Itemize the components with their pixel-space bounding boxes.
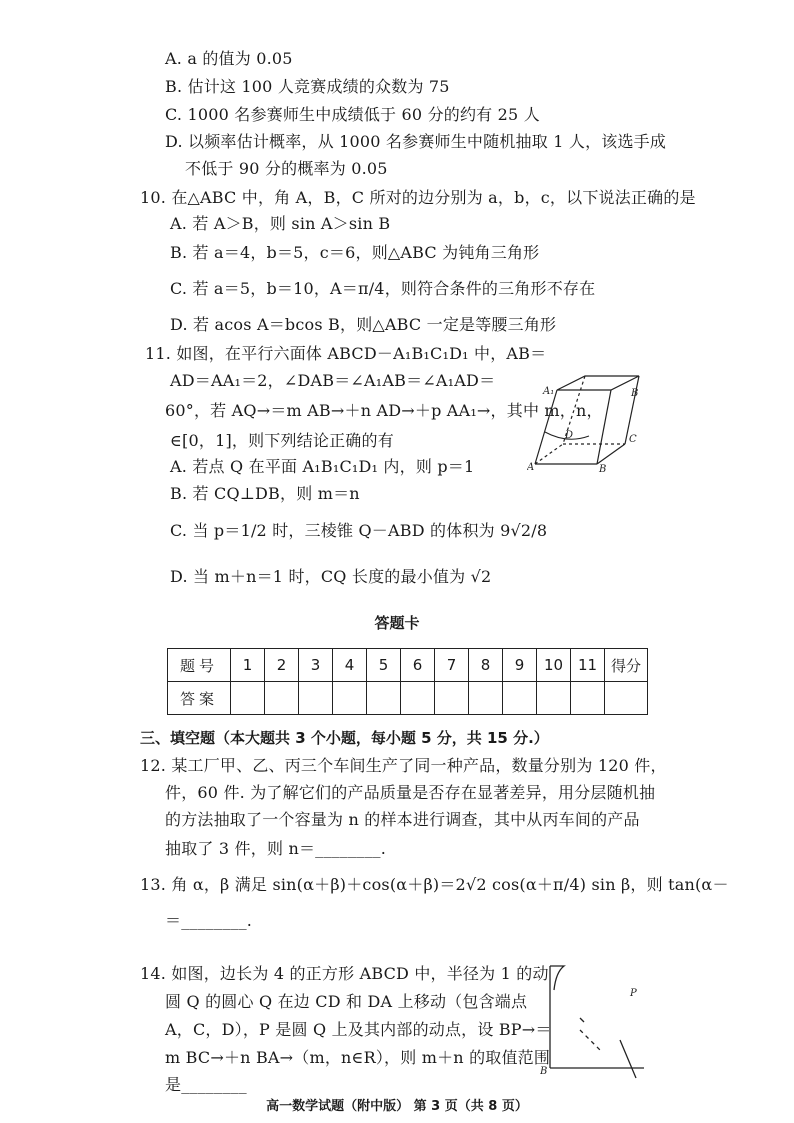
answer-card-answer-row [168,682,648,715]
q11-option-c: C. 当 p＝1/2 时，三棱锥 Q－ABD 的体积为 9√2/8 [170,521,548,540]
question-number-11: 11 [571,649,605,682]
answer-cell[interactable] [333,682,367,715]
answer-card-number-row [168,649,648,682]
answer-cell[interactable] [537,682,571,715]
q9-option-a: A. a 的值为 0.05 [165,49,293,68]
figure-label-a: A [527,462,535,472]
q13-line-1: 13. 角 α，β 满足 sin(α＋β)＋cos(α＋β)＝2√2 cos(α＋π/4) sin β，则 tan(α－ [140,875,729,894]
q10-stem: 10. 在△ABC 中，角 A，B，C 所对的边分别为 a，b，c，以下说法正确的是 [140,188,696,207]
figure-label-p: P [630,988,637,999]
answer-card-table [167,648,648,715]
figure-label-a1: A₁ [543,386,555,397]
q12-line-1: 12. 某工厂甲、乙、丙三个车间生产了同一种产品，数量分别为 120 件， [140,756,667,775]
question-number-1: 1 [231,649,265,682]
q9-option-d-cont: 不低于 90 分的概率为 0.05 [185,159,388,178]
q14-line-4: m BC→＋n BA→（m，n∈R），则 m＋n 的取值范围 [165,1048,551,1067]
parallelepiped-figure [527,372,647,472]
question-number-7: 7 [435,649,469,682]
q10-option-d: D. 若 acos A＝bcos B，则△ABC 一定是等腰三角形 [170,315,557,334]
q10-option-b: B. 若 a＝4，b＝5，c＝6，则△ABC 为钝角三角形 [170,243,540,262]
answer-cell[interactable] [571,682,605,715]
question-number-9: 9 [503,649,537,682]
question-number-header: 题号 [168,649,231,682]
figure-label-b: B [599,464,607,472]
q12-line-4: 抽取了 3 件，则 n＝________. [165,839,387,858]
figure-label-b1: B [631,388,639,399]
answer-card-title: 答题卡 [374,614,420,632]
answer-cell[interactable] [367,682,401,715]
question-number-10: 10 [537,649,571,682]
q11-stem-1: 11. 如图，在平行六面体 ABCD－A₁B₁C₁D₁ 中，AB＝ [145,344,547,363]
question-number-2: 2 [265,649,299,682]
q10-option-c: C. 若 a＝5，b＝10，A＝π/4，则符合条件的三角形不存在 [170,279,596,298]
q12-line-2: 件，60 件. 为了解它们的产品质量是否存在显著差异，用分层随机抽 [165,783,656,802]
score-header: 得分 [605,649,648,682]
answer-header: 答案 [168,682,231,715]
answer-cell[interactable] [265,682,299,715]
q14-line-3: A，C，D），P 是圆 Q 上及其内部的动点，设 BP→＝ [165,1020,552,1039]
answer-cell[interactable] [469,682,503,715]
answer-cell[interactable] [401,682,435,715]
question-number-3: 3 [299,649,333,682]
question-number-5: 5 [367,649,401,682]
square-figure [540,960,644,1080]
answer-cell[interactable] [299,682,333,715]
q11-stem-2: AD＝AA₁＝2，∠DAB＝∠A₁AB＝∠A₁AD＝ [170,371,496,390]
q11-option-a: A. 若点 Q 在平面 A₁B₁C₁D₁ 内，则 p＝1 [170,457,475,476]
answer-cell[interactable] [435,682,469,715]
question-number-6: 6 [401,649,435,682]
question-number-8: 8 [469,649,503,682]
q14-line-5: 是________ [165,1075,247,1094]
figure-label-c: C [629,434,637,445]
q13-line-2: ＝________. [165,911,253,930]
q11-option-d: D. 当 m＋n＝1 时，CQ 长度的最小值为 √2 [170,567,492,586]
q9-option-c: C. 1000 名参赛师生中成绩低于 60 分的约有 25 人 [165,105,540,124]
q11-stem-3: 60°，若 AQ→＝m AB→＋n AD→＋p AA₁→，其中 m，n， [165,401,603,420]
q10-option-a: A. 若 A＞B，则 sin A＞sin B [170,214,391,233]
score-cell[interactable] [605,682,648,715]
figure-label-b-square: B [540,1066,548,1077]
q14-line-2: 圆 Q 的圆心 Q 在边 CD 和 DA 上移动（包含端点 [165,992,528,1011]
answer-cell[interactable] [503,682,537,715]
answer-cell[interactable] [231,682,265,715]
q11-stem-4: ∈[0，1]，则下列结论正确的有 [170,431,394,450]
q12-line-3: 的方法抽取了一个容量为 n 的样本进行调查，其中从丙车间的产品 [165,810,640,829]
q11-option-b: B. 若 CQ⊥DB，则 m＝n [170,484,360,503]
page-footer: 高一数学试题（附中版） 第 3 页（共 8 页） [266,1099,528,1114]
figure-label-d: D [565,430,574,441]
q14-line-1: 14. 如图，边长为 4 的正方形 ABCD 中，半径为 1 的动 [140,964,549,983]
q9-option-b: B. 估计这 100 人竞赛成绩的众数为 75 [165,77,450,96]
q9-option-d: D. 以频率估计概率，从 1000 名参赛师生中随机抽取 1 人，该选手成 [165,132,667,151]
section-3-heading: 三、填空题（本大题共 3 个小题，每小题 5 分，共 15 分.） [140,729,549,747]
question-number-4: 4 [333,649,367,682]
